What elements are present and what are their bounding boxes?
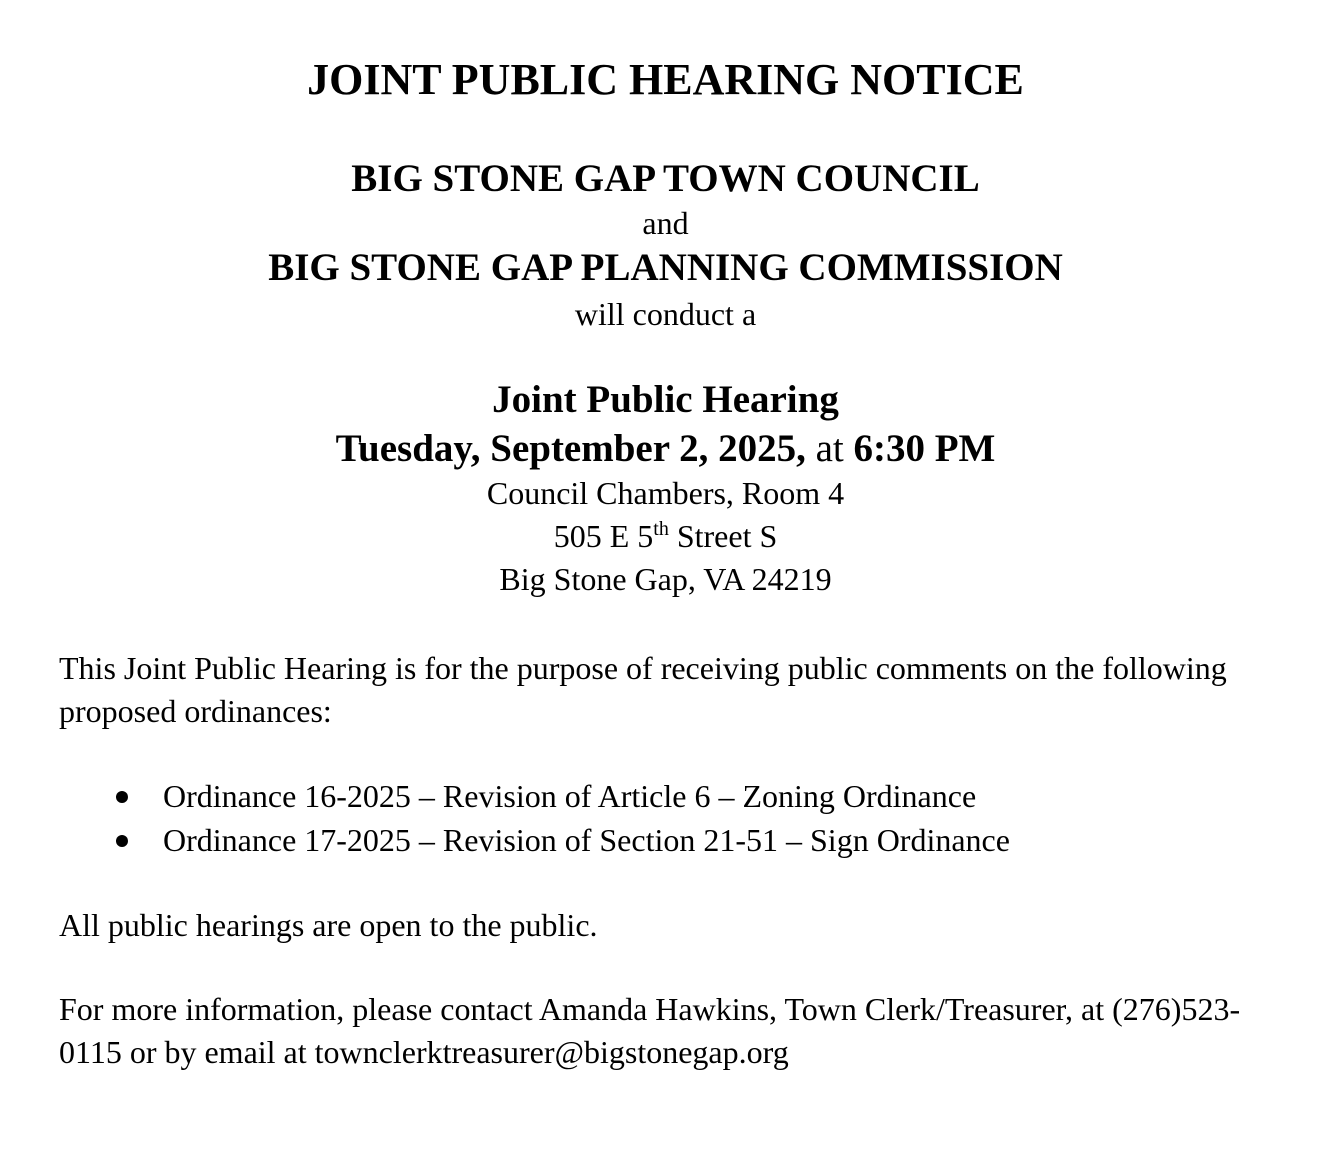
hearing-time: 6:30 PM <box>853 427 996 470</box>
location-street <box>0 515 1331 558</box>
purpose-paragraph: This Joint Public Hearing is for the purpose of receiving public comments on the following proposed ordinances: <box>59 650 1227 729</box>
will-conduct-text: will conduct a <box>574 296 757 332</box>
street-name: Street S <box>676 518 778 554</box>
hearing-date: Tuesday, September 2, 2025, <box>335 427 806 470</box>
hearing-title: Joint Public Hearing <box>492 378 839 421</box>
open-statement: All public hearings are open to the public. <box>59 907 598 943</box>
notice-title: JOINT PUBLIC HEARING NOTICE <box>307 55 1024 104</box>
hearing-date-line <box>0 425 1331 473</box>
planning-commission-heading: BIG STONE GAP PLANNING COMMISSION <box>268 246 1063 289</box>
location-room: Council Chambers, Room 4 <box>486 475 845 511</box>
ordinance-item <box>113 818 1010 862</box>
ordinance-text: Ordinance 16-2025 – Revision of Article 6 – Zoning Ordinance <box>163 778 977 814</box>
street-ordinal-suffix: th <box>653 518 669 540</box>
town-council-heading: BIG STONE GAP TOWN COUNCIL <box>351 157 980 200</box>
bullet-dot-icon <box>116 835 128 847</box>
bullet-dot-icon <box>116 791 128 803</box>
ordinance-list <box>113 774 1010 862</box>
ordinance-item <box>113 774 1010 818</box>
hearing-at: at <box>815 427 844 470</box>
conjunction-text: and <box>642 205 689 241</box>
location-city: Big Stone Gap, VA 24219 <box>499 561 832 597</box>
street-number: 505 E 5 <box>553 518 654 554</box>
ordinance-text: Ordinance 17-2025 – Revision of Section 21-51 – Sign Ordinance <box>163 822 1010 858</box>
contact-paragraph: For more information, please contact Amanda Hawkins, Town Clerk/Treasurer, at (276)523-0115 or by email at townclerktreasurer@bigstonegap.org <box>59 991 1241 1070</box>
